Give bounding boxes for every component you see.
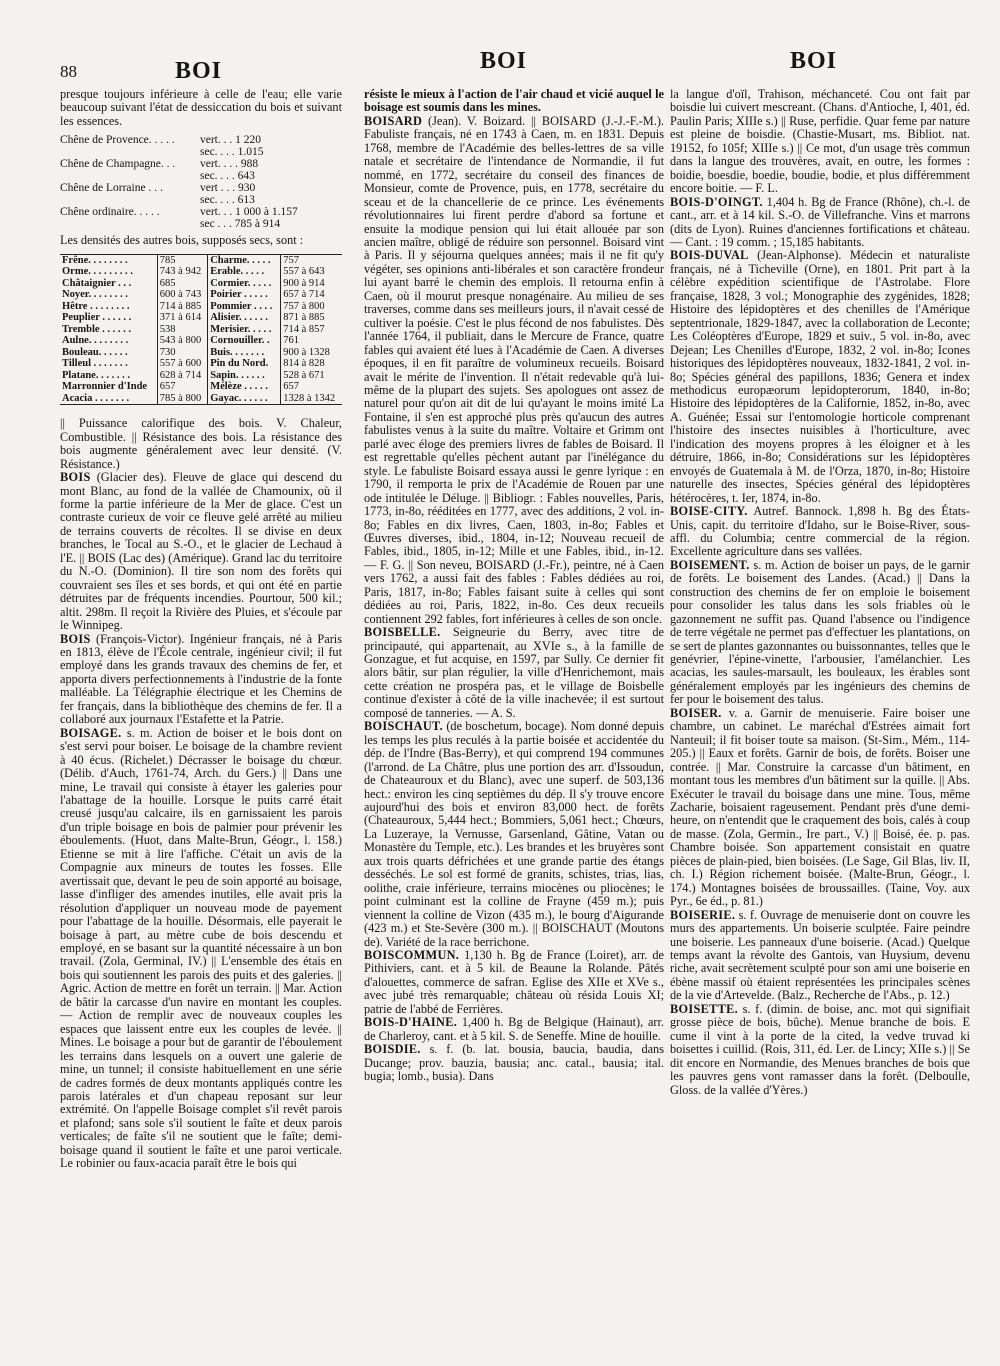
wood-table-row <box>60 358 342 370</box>
wood-table-row <box>60 301 342 313</box>
wood-table-cell: Charme. . . . . <box>208 254 281 266</box>
wood-table-cell: Pommier . . . . <box>208 301 281 313</box>
headword: BOISAGE. <box>60 725 122 740</box>
wood-table-cell: Mélèze . . . . . <box>208 381 281 393</box>
paragraph: la langue d'oïl, Trahison, méchanceté. Cou ont fait par boisdie lui cuivert mescreant. (Chans. d'Antioche, I, 401, éd. Paulin Paris; XIIIe s.) || Ruse, perfidie. Quar feme par nature est pleine de boisdie. (Chastie-Musart, ms. Bibliot. nat. 19152, fo 105f; XIIIe s.) || Ce mot, d'un usage très commun dans la langue des trouvères, avait, en outre, les formes : boidie, boesdie, boedie, boudie, bodie, et plus différemment encore boitie. — F. L. <box>670 87 970 196</box>
wood-table-cell: 657 <box>157 381 207 393</box>
wood-table-row <box>60 278 342 290</box>
wood-table-row <box>60 254 342 266</box>
wood-table-cell: Merisier. . . . . <box>208 324 281 336</box>
column-left <box>60 88 342 1171</box>
running-head-right: BOI <box>790 48 838 74</box>
headword: BOIS-D'OINGT. <box>670 194 763 209</box>
oak-density-list <box>60 134 342 230</box>
headword: BOISCHAUT. <box>364 719 443 734</box>
wood-table-cell: 730 <box>157 347 207 359</box>
wood-table-cell: Gayac. . . . . . <box>208 393 281 405</box>
headword: BOISER. <box>670 705 722 720</box>
wood-table-cell: 657 à 714 <box>281 289 342 301</box>
wood-table-cell: Tilleul . . . . . . . <box>62 358 128 370</box>
column-center <box>364 88 664 1084</box>
wood-table-row <box>60 393 342 405</box>
entry-bois-duval: BOIS-DUVAL (Jean-Alphonse). Médecin et naturaliste français, né à Ticheville (Orne), en 1801. Prit part à la célèbre expédition scientifique de l'Astrolabe. Flore française, 1828, 3 vol.; Monographie des zygénides, 1828; Histoire des lépidoptères et des chenilles de l'Amérique septentrionale, 1829-1847, avec la collaboration de Leconte; Les Coléoptères d'Europe, 1829 et suiv., 5 vol. in-8o, avec Dejean; Les Chenilles d'Europe, 1832, 2 vol. in-8o; Icones historiques des lépidoptères nouveaux, 1832-1841, 2 vol. in-8o; Spécies général des papillons, 1836; Genera et index methodicus europæorum lepidopterorum, 1840, in-8o; Histoire des lépidoptères de la Californie, 1852, in-8o, avec A. Guénée; Essai sur l'entomologie horticole comprenant l'histoire des insectes nuisibles à l'horticulture, avec l'indication des moyens propres à les éloigner et à les détruire, 1866, in-8o; Considérations sur les lépidoptères envoyés de Guatemala à M. de l'Orza, 1870, in-8o; Histoire naturelle des insectes, Spécies général des lépidoptères hétérocères, t. Ier, 1874, in-8o. <box>670 248 970 505</box>
wood-table-cell: 743 à 942 <box>157 266 207 278</box>
headword: BOISARD <box>364 113 423 128</box>
wood-table-row <box>60 370 342 382</box>
wood-table-cell: Peuplier . . . . . . <box>62 312 132 324</box>
wood-table-row <box>60 335 342 347</box>
entry-bois-d-oingt: BOIS-D'OINGT. 1,404 h. Bg de France (Rhône), ch.-l. de cant., arr. et à 14 kil. S.-O. de Villefranche. Vins et marrons (dits de Lyon). Ruines d'anciennes fortifications et château. — Cant. : 19 comm. ; 15,185 habitants. <box>670 194 970 249</box>
wood-table-cell: Aulne. . . . . . . . <box>62 335 129 347</box>
wood-table-cell: 900 à 914 <box>281 278 342 290</box>
headword: BOISE-CITY. <box>670 504 748 519</box>
wood-table-cell: Marronnier d'Inde <box>62 381 148 393</box>
wood-table-cell: 600 à 743 <box>157 289 207 301</box>
density-row: Chêne de Provence. . . . . vert. . . 1 220 sec. . . . 1.015 <box>60 134 264 159</box>
entry-boisard: BOISARD (Jean). V. Boizard. || BOISARD (J.-J.-F.-M.). Fabuliste français, né en 1743 à Caen, m. en 1831. Depuis 1768, membre de l'Académie des belles-lettres de sa ville natale et secrétaire de l'intendance de Normandie, il fut nommé, en 1772, secrétaire du conseil des finances de Monsieur, comte de Provence, puis, en 1778, secrétaire du sceau et de la chancellerie de ce prince. Les événements révolutionnaires lui firent perdre d'abord sa fortune et ensuite la modique pension qui lui était allouée par son ancien maître, obligé de réduire son personnel. Boisard vint à Paris. Il y séjourna quelques années; mais il ne fit qu'y végéter, ses opinions anti-libérales et son caractère frondeur lui ayant barré le chemin des emplois. Il retourna enfin à Caen, où il mourut presque nonagénaire. Au milieu de ses traverses, comme dans ses meilleurs jours, il n'avait cessé de cultiver la poésie. C'est le plus fécond de nos fabulistes. Dès l'année 1764, il publiait, dans le Mercure de France, quatre fables qui avaient été lues à l'Académie de Caen. A diverses époques, il en fit paraître de volumineux recueils. Boisard avait le mérite de l'invention. Il n'était redevable qu'à lui-même de la plupart des sujets. Ses apologues ont assez de naturel pour qu'on ait dit de lui qu'ayant le moins imité La Fontaine, il s'en est approché plus près qu'aucun des autres fabulistes venus à la suite du maître. Voltaire et Grimm ont parlé avec éloge des premiers livres de fables de Boisard. Il est regrettable qu'elles pèchent autant par l'inélégance du style. Le fabuliste Boisard essaya aussi le genre lyrique : en 1790, il remporta le prix de l'Académie de Rouen par une ode intitulée le Déluge. || Bibliogr. : Fables nouvelles, Paris, 1773, in-8o, rééditées en 1777, avec des additions, 2 vol. in-8o; Fables en dix livres, Caen, 1803, in-8o; Fables et Œuvres diverses, ibid., 1804, in-12; Nouveau recueil de Fables, ibid., 1805, in-12; Mille et une Fables, ibid., in-12. — F. G. || Son neveu, BOISARD (J.-Fr.), peintre, né à Caen vers 1762, a aussi fait des fables : Fables dédiées au roi, Paris, 1817, in-8o; Fables faisant suite à celles qui sont dédiées au roi, Paris, 1822, in-8o. Ces deux recueils contiennent 292 fables, fort inférieures à celles de son oncle. <box>364 113 664 626</box>
wood-table-cell: Buis. . . . . . . <box>208 347 281 359</box>
wood-table-cell: 761 <box>281 335 342 347</box>
wood-table-cell: Châtaignier . . . <box>62 277 132 289</box>
wood-table-cell: 757 à 800 <box>281 301 342 313</box>
wood-table-cell: 557 à 600 <box>157 358 207 370</box>
wood-table-cell: 628 à 714 <box>157 370 207 382</box>
headword: BOISCOMMUN. <box>364 948 460 962</box>
wood-table-cell: Tremble . . . . . . <box>62 323 132 335</box>
wood-table-cell: 657 <box>281 381 342 393</box>
wood-table-row <box>60 347 342 359</box>
headword: BOIS <box>60 631 91 646</box>
wood-table-row <box>60 381 342 393</box>
wood-table-cell: 900 à 1328 <box>281 347 342 359</box>
entry-bois-glacier: BOIS (Glacier des). Fleuve de glace qui descend du mont Blanc, au fond de la vallée de Chamounix, où il forme la partie inférieure de la Mer de glace. C'est un contraste curieux de voir ce fleuve gelé arrêté au milieu de terrains couverts de récoltes. Il se divise en deux branches, le Tocal au S.-O., et le glacier de Lechaud à l'E. || BOIS (Lac des) (Amérique). Grand lac du territoire du N.-O. (Dominion). Il tire son nom des forêts qui couvraient ses îles et ses bords, et qui ont été en partie détruites par de fréquents incendies. Pourtour, 500 kil.; altit. 298m. Il reçoit la Rivière des Pluies, et s'écoule par le Winnipeg. <box>60 470 342 633</box>
wood-table-cell: Poirier . . . . . <box>208 289 281 301</box>
entry-bois-d-haine: BOIS-D'HAINE. 1,400 h. Bg de Belgique (Hainaut), arr. de Charleroy, cant. et à 5 kil. S. de Seneffe. Mine de houille. <box>364 1015 664 1043</box>
wood-density-table <box>60 254 342 406</box>
wood-table-cell: 714 à 857 <box>281 324 342 336</box>
wood-table-cell: Cormier. . . . . <box>208 278 281 290</box>
entry-boiscommun: BOISCOMMUN. 1,130 h. Bg de France (Loiret), arr. de Pithiviers, cant. et à 5 kil. de Beaune la Rolande. Pâtés d'alouettes, commerce de safran. Eglise des XIIe et XVe s., avec jubé très remarquable; château où résida Louis XI; patrie de l'abbé de Ferrières. <box>364 948 664 1016</box>
wood-table-cell: Platane. . . . . . . <box>62 369 130 381</box>
wood-table-cell: Orme. . . . . . . . . <box>62 266 133 278</box>
wood-table-cell: 557 à 643 <box>281 266 342 278</box>
entry-boisage: BOISAGE. s. m. Action de boiser et le bois dont on s'est servi pour boiser. Le boisage de la chambre revient à 40 écus. (Richelet.) Décrasser le boisage du chœur. (Délib. d'Auch, 1761-74, Arch. du Gers.) || Dans une mine, Le travail qui consiste à étayer les galeries pour l'abattage de la houille. Lorsque le puits carré était creusé jusqu'au calcaire, ils en garnissaient les parois d'un triple boisage en bois de palmier pour prévenir les éboulements. (Huot, dans Malte-Brun, Géogr., l. 158.) Etienne se mit à lire l'affiche. C'était un avis de la Compagnie aux mineurs de toutes les fosses. Elle avertissait que, devant le peu de soin apporté au boisage, lasse d'infliger des amendes inutiles, elle avait pris la résolution d'appliquer un nouveau mode de payement pour l'abattage de la houille. Désormais, elle payerait le boisage à part, au mètre cube de bois descendu et employé, en se basant sur la quantité nécessaire à un bon travail. (Zola, Germinal, IV.) || L'ensemble des étais en bois qui soutiennent les parois des puits et des galeries. || Agric. Action de mettre en forêt un terrain. || Mar. Action de bâtir la carcasse d'un navire en montant les couples. — Action de remplir avec de nouveaux couples les espaces que laissent entre eux les couples de levée. || Mines. Le boisage a pour but de garantir de l'éboulement les terrains dans lesquels on a ouvert une galerie de mine, un tunnel; il consiste habituellement en une série de cadres formés de deux montants appliqués contre les parois latérales et d'un chapeau reposant sur leur extrémité. On l'appelle Boisage complet s'il revêt parois et plafond; sans sole s'il soutient le faîte et deux parois verticales; de faîte s'il ne soutient que le faîte; demi-boisage quand il soutient le faîte et une paroi verticale. Le robinier ou faux-acacia paraît être le bois qui <box>60 725 342 1171</box>
densities-note: Les densités des autres bois, supposés secs, sont : <box>60 233 304 248</box>
headword: BOISDIE. <box>364 1042 421 1057</box>
wood-table-cell: Noyer. . . . . . . . <box>62 289 128 301</box>
wood-table-row <box>60 312 342 324</box>
entry-boiserie: BOISERIE. s. f. Ouvrage de menuiserie dont on couvre les murs des appartements. Un boiserie sculptée. Faire peindre une boiserie. Les panneaux d'une boiserie. (Acad.) Quelque temps avant la révolte des Gantois, van Huysium, devenu riche, avait secrètement sculpté pour son ami une boiserie en ébène massif où étaient représentées les principales scènes de la vie d'Artevelde. (Balz., Recherche de l'Abs., p. 12.) <box>670 907 970 1003</box>
wood-table-cell: 538 <box>157 324 207 336</box>
wood-table-cell: 871 à 885 <box>281 312 342 324</box>
wood-table-cell: Acacia . . . . . . . <box>60 393 157 405</box>
wood-table-row <box>60 289 342 301</box>
headword: BOIS-D'HAINE. <box>364 1015 458 1030</box>
wood-table-cell: 757 <box>281 254 342 266</box>
wood-table-cell: 814 à 828 <box>281 358 342 370</box>
wood-table-cell: 785 <box>157 254 207 266</box>
wood-table-cell: Hêtre . . . . . . . . <box>62 300 130 312</box>
entry-boisement: BOISEMENT. s. m. Action de boiser un pays, de le garnir de forêts. Le boisement des Landes. (Acad.) || Dans la construction des chemins de fer on emploie le boisement pour consolider les talus dans les sols friables où le gazonnement ne suffit pas. Quand l'absence ou l'indigence de terre végétale ne permet pas d'effectuer les plantations, on se sert de plantes gazonnantes ou buissonnantes, telles que le genévrier, l'épine-vinette, l'arbousier, l'amélanchier. Les acacias, les saules-marsault, les bouleaux, les érables sont généralement employés par les ingénieurs des chemins de fer pour le boisement des talus. <box>670 557 970 707</box>
paragraph: || Puissance calorifique des bois. V. Chaleur, Combustible. || Résistance des bois. La résistance des bois augmente généralement avec leur densité. (V. Résistance.) <box>60 416 342 471</box>
headword: BOISBELLE. <box>364 625 441 640</box>
wood-table-cell: 528 à 671 <box>281 370 342 382</box>
entry-boisbelle: BOISBELLE. Seigneurie du Berry, avec titre de principauté, qui appartenait, au XVIe s., à la famille de Gonzague, et fut acquise, en 1597, par Sully. Ce dernier fit alors bâtir, sur plan régulier, la ville d'Henrichemont, mais cette création ne prospéra pas, et le village de Boisbelle continue d'exister à côté de la ville inachevée; il est surtout composé de tanneries. — A. S. <box>364 625 664 720</box>
density-row: Chêne ordinaire. . . . . vert. . . 1 000 à 1.157 sec . . . 785 à 914 <box>60 206 298 231</box>
wood-table-cell: Erable. . . . . <box>208 266 281 278</box>
wood-table-cell: 785 à 800 <box>157 393 207 405</box>
headword: BOIS <box>60 470 91 485</box>
wood-table-cell: 1328 à 1342 <box>281 393 342 405</box>
wood-table-cell: 543 à 800 <box>157 335 207 347</box>
entry-boischaut: BOISCHAUT. (de boschetum, bocage). Nom donné depuis les temps les plus reculés à la partie boisée et accidentée du dép. de l'Indre (Bas-Berry), et qui comprend 194 communes (l'arrond. de La Châtre, plus une portion des arr. d'Issoudun, de Chateauroux et du Blanc), avec une superf. de 503,136 hect.: environ les cinq septièmes du dép. Il s'y trouve encore aujourd'hui des bois et environ 83,000 hect. de forêts (Chateauroux, 5,444 hect.; Bommiers, 5,061 hect.; Chœurs, La Luzeraye, la Vernusse, Garsenland, Gâtine, Vatan ou Monastère du Temple, etc.). Les brandes et les bruyères sont aux trois quarts défrichées et une grande partie des étangs desséchés. Le sol est formé de granits, schistes, trias, lias, oolithe, craie inférieure, terrains miocènes ou pliocènes; le point culminant est la colline de Frayne (459 m.); puis viennent la colline de Vizon (435 m.), le bourg d'Aigurande (423 m.) et Ste-Sevère (300 m.). || BOISCHAUT (Moutons de). Variété de la race berrichone. <box>364 719 664 949</box>
entry-boisdie: BOISDIE. s. f. (b. lat. bousia, baucia, baudia, dans Ducange; prov. bauzia, bausia; anc. catal., bausia; ital. bugia; lomb., busia). Dans <box>364 1042 664 1084</box>
wood-table-cell: Bouleau. . . . . . <box>62 346 128 358</box>
wood-table-cell: Alisier. . . . . . <box>208 312 281 324</box>
wood-table-cell: Cornouiller. . <box>208 335 281 347</box>
running-head-left: BOI <box>175 58 223 84</box>
entry-bois-francois: BOIS (François-Victor). Ingénieur français, né à Paris en 1813, élève de l'École centrale, ingénieur civil; il fut employé dans les grands travaux des chemins de fer, et apporta divers perfectionnements à l'industrie de la fonte malléable. La Télégraphie électrique et les Chemins de fer français, dans la bibliothèque des chemins de fer. Il a collaboré aux journaux l'Estafette et la Patrie. <box>60 631 342 727</box>
wood-table-cell: Pin du Nord. <box>208 358 281 370</box>
headword: BOISERIE. <box>670 907 736 922</box>
intro-text: presque toujours inférieure à celle de l'eau; elle varie beaucoup suivant l'état de dessiccation du bois et suivant les essences. <box>60 87 342 128</box>
entry-boisette: BOISETTE. s. f. (dimin. de boise, anc. mot qui signifiait grosse pièce de bois, bûche). Menue branche de bois. E cume il vint à la porte de la cited, la vedve truvad ki boisettes i cuillid. (Rois, 311, éd. Ler. de Lincy; XIIe s.) || Se dit encore en Normandie, des Menues branches de bois que les pauvres gens vont ramasser dans la forêt. (Delboulle, Gloss. de la vallée d'Yères.) <box>670 1001 970 1097</box>
wood-table-cell: Frêne. . . . . . . . <box>60 254 157 266</box>
column-right <box>670 88 970 1097</box>
running-head-center: BOI <box>480 48 528 74</box>
entry-boiser: BOISER. v. a. Garnir de menuiserie. Faire boiser une chambre, un cabinet. Le maréchal d'Estrées aimait fort Nanteuil; il fit boiser toute sa maison. (St-Sim., Mém., 114-205.) || Eaux et forêts. Garnir de bois, de forêts. Boiser une contrée. || Mar. Construire la carcasse d'un bâtiment, en montant tous les membres d'un bâtiment sur la quille. || Abs. Exécuter le travail du boisage dans une mine. Tous, même Zacharie, boisaient rageusement. Pendant près d'une demi-heure, on n'entendit que le craquement des bois, calés à coup de masse. (Zola, Germin., Ire part., V.) || Boisé, ée. p. pas. Chambre boisée. Son appartement consistait en quatre pièces de plain-pied, bien boisées. (Le Sage, Gil Blas, liv. II, ch. I.) Région richement boisée. (Malte-Brun, Géogr., l. 174.) Montagnes boisées de broussailles. (Taine, Voy. aux Pyr., 6e éd., p. 81.) <box>670 705 970 909</box>
wood-table-cell: 685 <box>157 278 207 290</box>
wood-table-row <box>60 266 342 278</box>
entry-boise-city: BOISE-CITY. Autref. Bannock. 1,898 h. Bg des États-Unis, capit. du territoire d'Idaho, sur le Boise-River, sous-affl. du Columbia; centre commercial de la région. Excellente agriculture dans ses vallées. <box>670 504 970 559</box>
headword: BOIS-DUVAL <box>670 248 749 263</box>
wood-table-cell: 371 à 614 <box>157 312 207 324</box>
paragraph: résiste le mieux à l'action de l'air chaud et vicié auquel le boisage est soumis dans les mines. <box>364 87 664 115</box>
wood-table-cell: Sapin. . . . . . <box>208 370 281 382</box>
density-row: Chêne de Champagne. . . vert. . . . 988 sec. . . . 643 <box>60 158 259 183</box>
headword: BOISETTE. <box>670 1001 738 1016</box>
density-row: Chêne de Lorraine . . . vert . . . 930 sec. . . . 613 <box>60 182 256 207</box>
wood-table-cell: 714 à 885 <box>157 301 207 313</box>
headword: BOISEMENT. <box>670 557 750 572</box>
page-number: 88 <box>60 62 77 81</box>
wood-table-row <box>60 324 342 336</box>
